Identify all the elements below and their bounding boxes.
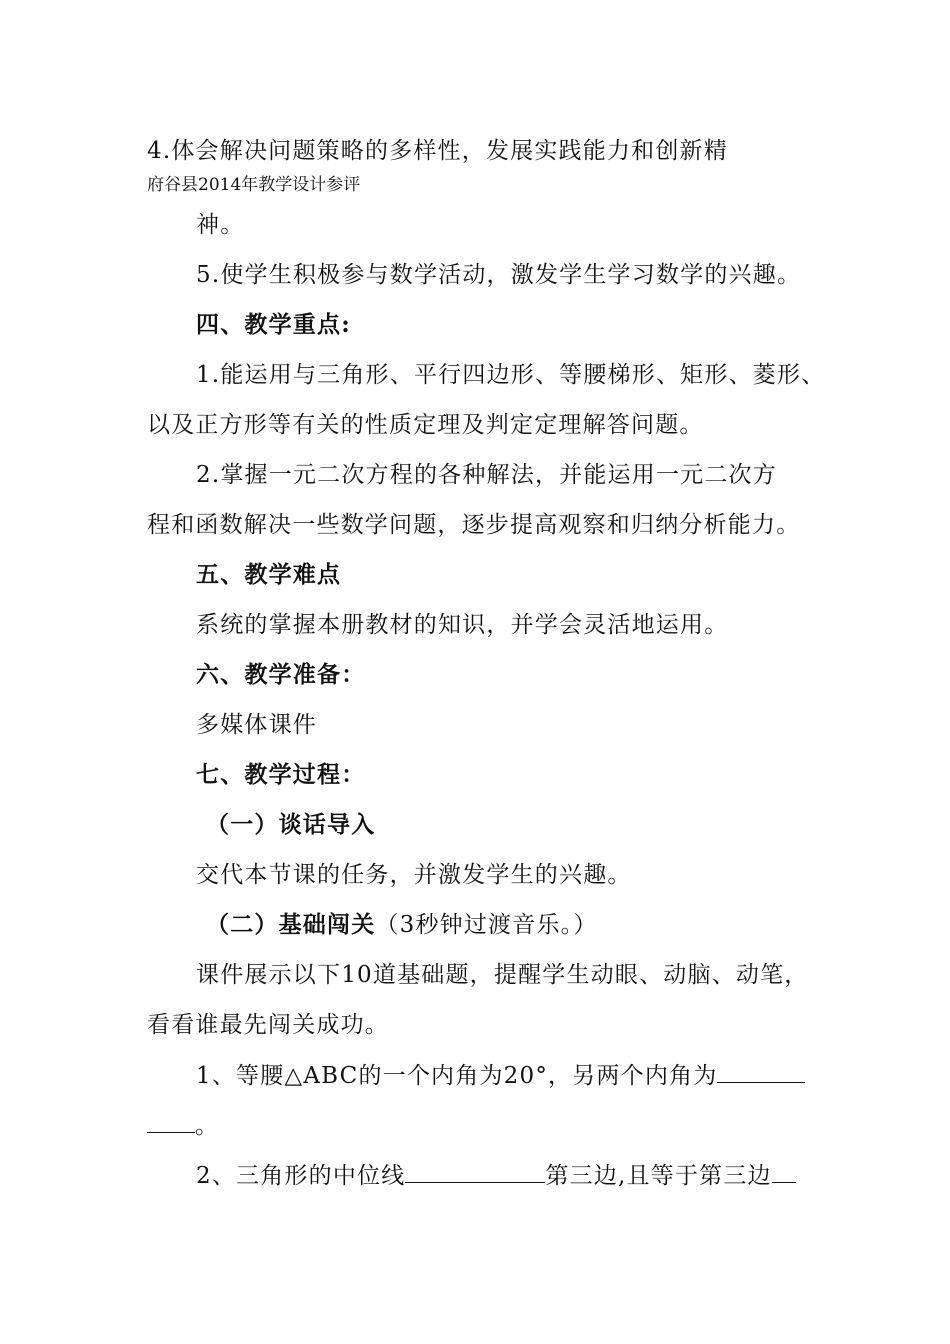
question-2-text: 2、三角形的中位线 [196,1163,406,1189]
question-2-text-cont: 第三边,且等于第三边 [545,1163,772,1189]
question-1-line [196,1060,822,1091]
paragraph-goal-4: 4.体会解决问题策略的多样性，发展实践能力和创新精 [147,138,728,164]
basics-note: （3秒钟过渡音乐。） [375,912,598,938]
paragraph-preparation: 多媒体课件 [196,712,317,738]
paragraph-basics-intro-cont: 看看谁最先闯关成功。 [147,1012,389,1038]
question-1-end: 。 [195,1113,220,1139]
answer-blank [405,1160,545,1183]
question-1-cont [147,1110,822,1141]
header-watermark: 府谷县2014年教学设计参评 [147,175,361,195]
paragraph-goal-5: 5.使学生积极参与数学活动，激发学生学习数学的兴趣。 [196,262,802,288]
paragraph-intro: 交代本节课的任务，并激发学生的兴趣。 [196,862,632,888]
heading-difficulties: 五、教学难点 [196,561,342,588]
answer-blank [717,1060,805,1083]
paragraph-key-point-2-cont: 程和函数解决一些数学问题，逐步提高观察和归纳分析能力。 [147,512,801,538]
paragraph-key-point-2: 2.掌握一元二次方程的各种解法，并能运用一元二次方 [196,462,777,488]
question-1-text: 1、等腰△ABC的一个内角为20°，另两个内角为 [196,1063,718,1089]
heading-process: 七、教学过程： [196,761,366,788]
question-2-line [196,1160,822,1191]
paragraph-difficulties: 系统的掌握本册教材的知识，并学会灵活地运用。 [196,612,729,638]
heading-key-points: 四、教学重点: [196,311,351,338]
heading-preparation: 六、教学准备： [196,661,366,688]
subheading-intro: （一）谈话导入 [206,811,376,838]
subheading-basics: （二）基础闯关 [206,911,376,938]
paragraph-key-point-1-cont: 以及正方形等有关的性质定理及判定定理解答问题。 [147,412,704,438]
answer-blank [147,1110,195,1133]
paragraph-key-point-1: 1.能运用与三角形、平行四边形、等腰梯形、矩形、菱形、 [196,362,826,388]
subheading-basics-line [206,910,822,940]
paragraph-goal-4-end: 神。 [196,212,245,238]
paragraph-basics-intro: 课件展示以下10道基础题，提醒学生动眼、动脑、动笔， [196,962,809,988]
answer-blank [772,1160,796,1183]
